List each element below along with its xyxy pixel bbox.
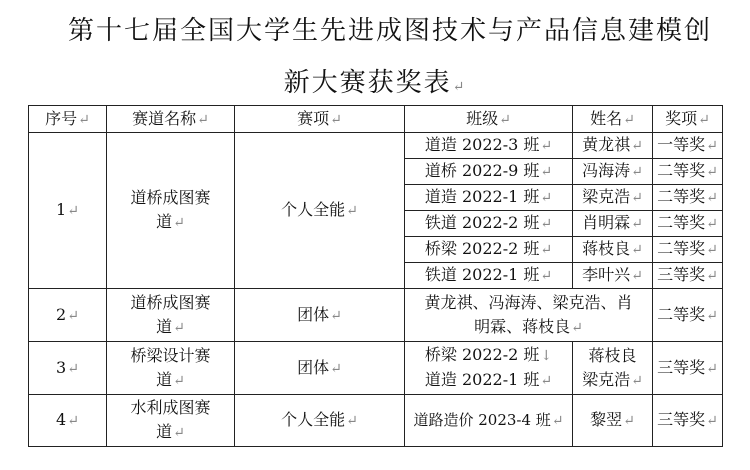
table-row (29, 289, 723, 342)
event-cell: 团体↵ (235, 342, 405, 395)
class-cell: 道路造价 2023-4 班↵ (405, 395, 573, 447)
class-cell: 道造 2022-3 班↵ (405, 133, 573, 159)
award-cell: 二等奖↵ (653, 237, 723, 263)
class-cell: 桥梁 2022-2 班↵ (405, 237, 573, 263)
index-cell: 3↵ (29, 342, 107, 395)
name-cell: 黎翌↵ (573, 395, 653, 447)
table-row (29, 133, 723, 159)
header-cell-name: 姓名↵ (573, 106, 653, 133)
award-cell: 二等奖↵ (653, 289, 723, 342)
award-cell: 三等奖↵ (653, 263, 723, 289)
header-cell-track: 赛道名称↵ (107, 106, 235, 133)
award-cell: 一等奖↵ (653, 133, 723, 159)
track-cell: 道桥成图赛 道↵ (107, 289, 235, 342)
award-cell: 二等奖↵ (653, 185, 723, 211)
document-title-line-2: 新大赛获奖表↵ (283, 68, 467, 98)
header-cell-index: 序号↵ (29, 106, 107, 133)
track-cell: 道桥成图赛 道↵ (107, 133, 235, 289)
team-members-cell: 黄龙祺、冯海涛、梁克浩、肖 明霖、蒋枝良↵ (405, 289, 653, 342)
table-row (29, 342, 723, 395)
event-cell: 个人全能↵ (235, 395, 405, 447)
name-cell: 李叶兴↵ (573, 263, 653, 289)
class-cell: 桥梁 2022-2 班↓ 道造 2022-1 班↵ (405, 342, 573, 395)
award-cell: 三等奖↵ (653, 395, 723, 447)
name-cell: 黄龙祺↵ (573, 133, 653, 159)
awards-table (28, 105, 723, 447)
name-cell: 蒋枝良↵ (573, 237, 653, 263)
document-title-line-1: 第十七届全国大学生先进成图技术与产品信息建模创 (67, 16, 712, 46)
name-cell: 肖明霖↵ (573, 211, 653, 237)
index-cell: 4↵ (29, 395, 107, 447)
name-cell: 冯海涛↵ (573, 159, 653, 185)
index-cell: 1↵ (29, 133, 107, 289)
track-cell: 水利成图赛 道↵ (107, 395, 235, 447)
class-cell: 道造 2022-1 班↵ (405, 185, 573, 211)
award-cell: 三等奖↵ (653, 342, 723, 395)
header-cell-class: 班级↵ (405, 106, 573, 133)
header-cell-award: 奖项↵ (653, 106, 723, 133)
class-cell: 道桥 2022-9 班↵ (405, 159, 573, 185)
track-cell: 桥梁设计赛 道↵ (107, 342, 235, 395)
index-cell: 2↵ (29, 289, 107, 342)
name-cell: 蒋枝良 梁克浩↵ (573, 342, 653, 395)
class-cell: 铁道 2022-1 班↵ (405, 263, 573, 289)
award-cell: 二等奖↵ (653, 211, 723, 237)
table-header-row (29, 106, 723, 133)
class-cell: 铁道 2022-2 班↵ (405, 211, 573, 237)
event-cell: 团体↵ (235, 289, 405, 342)
award-cell: 二等奖↵ (653, 159, 723, 185)
table-row (29, 395, 723, 447)
name-cell: 梁克浩↵ (573, 185, 653, 211)
event-cell: 个人全能↵ (235, 133, 405, 289)
header-cell-event: 赛项↵ (235, 106, 405, 133)
